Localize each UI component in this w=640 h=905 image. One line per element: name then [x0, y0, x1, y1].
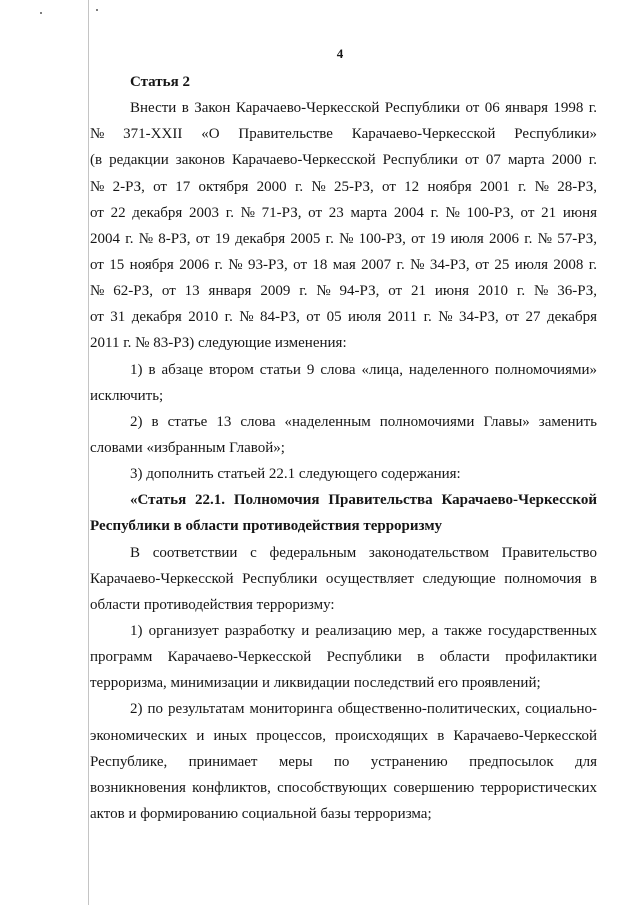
article-heading: Статья 2 [130, 74, 190, 90]
document-body [90, 69, 597, 827]
text-line: 3) дополнить статьей 22.1 следующего содержания: [130, 466, 461, 483]
text-line: исключить; [90, 387, 164, 404]
text-line: терроризма, минимизации и ликвидации последствий его проявлений; [90, 675, 541, 692]
text-line: словами «избранным Главой»; [90, 439, 285, 456]
text-line: 2004 г. № 8-РЗ, от 19 декабря 2005 г. № 100-РЗ, от 19 июля 2006 г. № 57-РЗ, [90, 230, 597, 247]
text-line: от 22 декабря 2003 г. № 71-РЗ, от 23 марта 2004 г. № 100-РЗ, от 21 июня [90, 204, 597, 221]
text-line: (в редакции законов Карачаево-Черкесской Республики от 07 марта 2000 г. [90, 152, 597, 169]
text-line: от 15 ноября 2006 г. № 93-РЗ, от 18 мая 2007 г. № 34-РЗ, от 25 июля 2008 г. [90, 256, 597, 273]
text-line: 2) в статье 13 слова «наделенным полномочиями Главы» заменить [130, 413, 597, 430]
page-number: 4 [336, 46, 344, 61]
text-line: № 62-РЗ, от 13 января 2009 г. № 94-РЗ, от 21 июня 2010 г. № 36-РЗ, [90, 283, 597, 300]
text-line: № 2-РЗ, от 17 октября 2000 г. № 25-РЗ, от 12 ноября 2001 г. № 28-РЗ, [90, 178, 597, 195]
text-line: Внести в Закон Карачаево-Черкесской Республики от 06 января 1998 г. [130, 100, 597, 117]
text-line: 1) в абзаце втором статьи 9 слова «лица, наделенного полномочиями» [130, 361, 597, 378]
text-line: экономических и иных процессов, происходящих в Карачаево-Черкесской [90, 727, 597, 744]
section-title-line: Республики в области противодействия терроризму [90, 518, 443, 535]
text-line: от 31 декабря 2010 г. № 84-РЗ, от 05 июля 2011 г. № 34-РЗ, от 27 декабря [90, 309, 597, 326]
text-line: возникновения конфликтов, способствующих совершению террористических [90, 779, 597, 796]
text-line: Карачаево-Черкесской Республики осуществляет следующие полномочия в [90, 570, 597, 587]
text-line: Республике, принимает меры по устранению предпосылок для [90, 753, 597, 770]
scan-speck [40, 12, 42, 14]
text-line: программ Карачаево-Черкесской Республики в области профилактики [90, 649, 597, 666]
scan-margin-line [88, 0, 89, 905]
text-line: № 371-XXII «О Правительстве Карачаево-Черкесской Республики» [90, 126, 597, 143]
text-line: 2) по результатам мониторинга общественно-политических, социально- [130, 701, 597, 718]
text-line: В соответствии с федеральным законодательством Правительство [130, 544, 597, 561]
text-line: 1) организует разработку и реализацию мер, а также государственных [130, 622, 597, 639]
text-line: области противодействия терроризму: [90, 596, 335, 613]
text-line: актов и формированию социальной базы терроризма; [90, 805, 432, 822]
scan-speck [96, 9, 98, 11]
section-title-line: «Статья 22.1. Полномочия Правительства Карачаево-Черкесской [130, 492, 597, 509]
text-line: 2011 г. № 83-РЗ) следующие изменения: [90, 335, 347, 352]
